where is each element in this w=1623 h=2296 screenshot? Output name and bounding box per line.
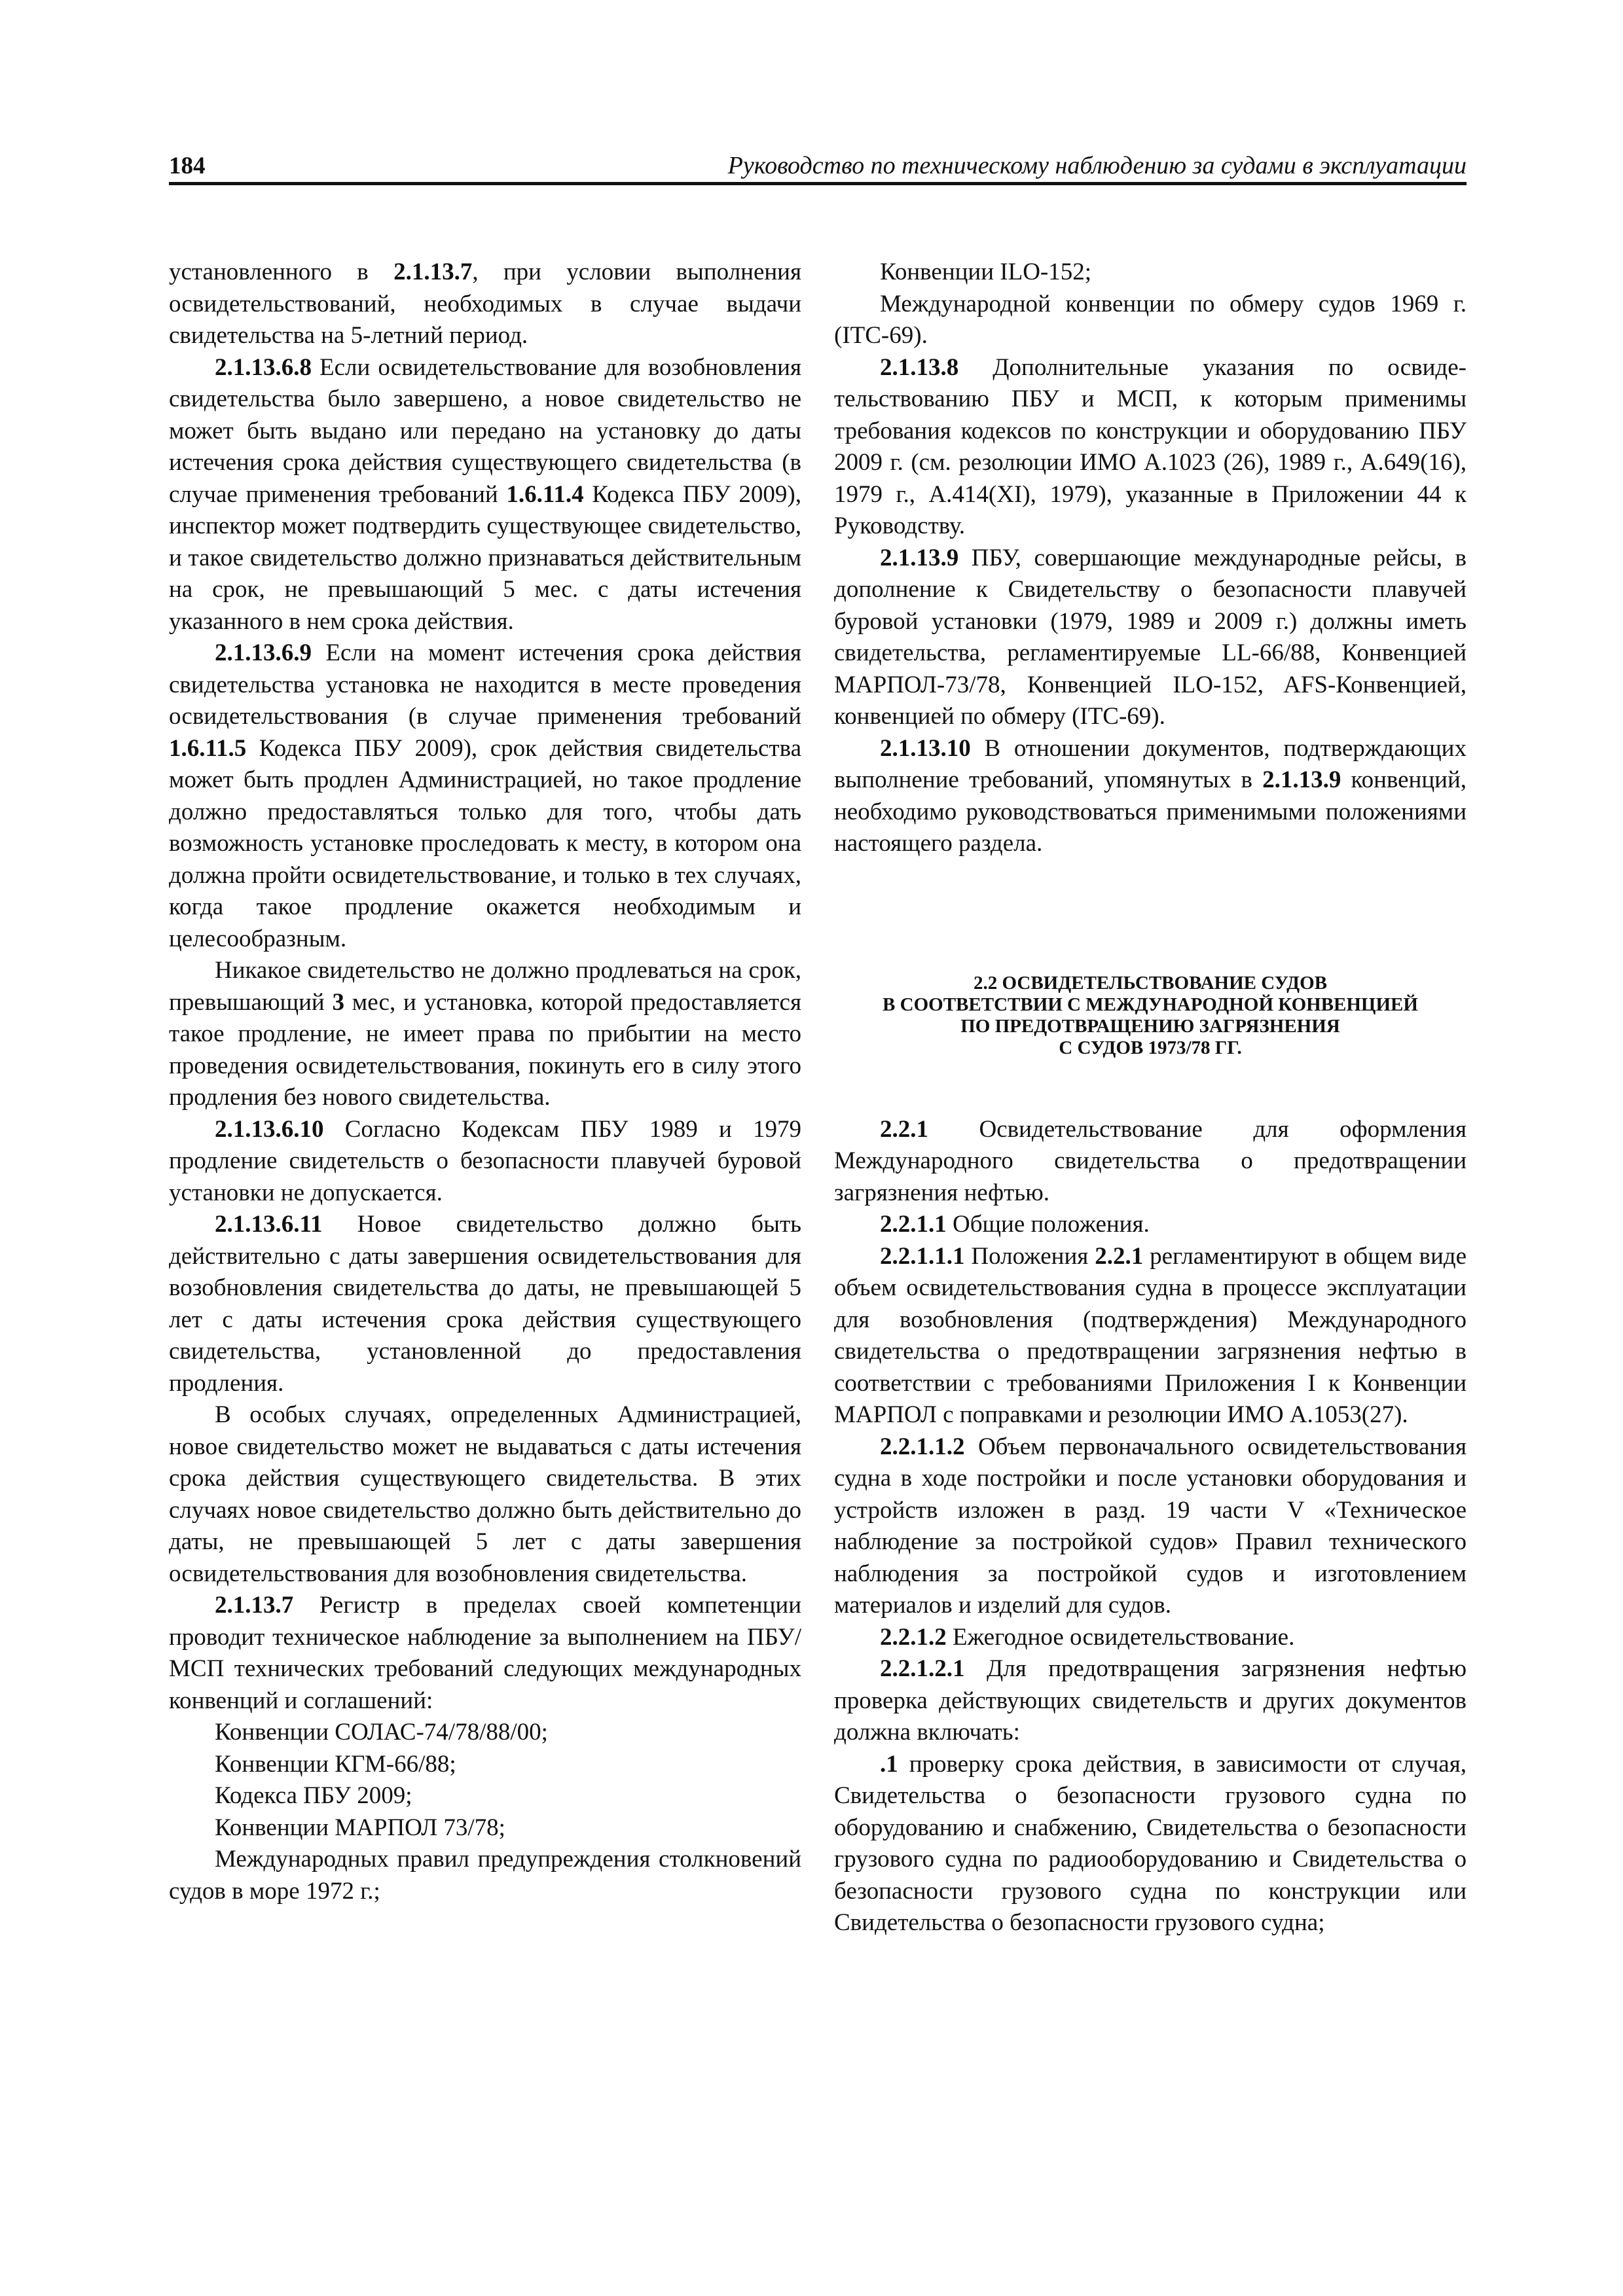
running-title: Руководство по техническому наблюдению за судами в эксплуатации — [727, 152, 1467, 179]
paragraph: 2.2.1 Освидетельствование для оформления Международного свидетельства о предотвращении загрязнения нефтью. — [834, 1115, 1467, 1206]
paragraph: 2.1.13.6.10 Согласно Кодексам ПБУ 1989 и 1979 продление свидетельств о безопасности плавучей буровой установки не допускается. — [169, 1115, 801, 1206]
paragraph: 2.2.1.1.1 Положения 2.2.1 регламентируют в общем виде объем освидетельствования судна в процессе эксплуатации для возобновления (подтверждения) Международного свидетельства о предотвращении загрязнения нефтью в соответствии с требованиями Приложения I к Конвенции МАРПОЛ с поправками и резолюции ИМО А.1053(27). — [834, 1242, 1467, 1428]
paragraph: 2.1.13.8 Дополнительные указания по освидетельствованию ПБУ и МСП, к которым применимы требования кодексов по конструкции и оборудованию ПБУ 2009 г. (см. резолюции ИМО А.1023 (26), 1989 г., А.649(16), 1979 г., А.414(XI), 1979), указанные в Приложении 44 к Руководству. — [834, 353, 1467, 539]
paragraph: 2.2.1.2 Ежегодное освидетельствование. — [880, 1623, 1295, 1651]
paragraph: 2.2.1.1 Общие положения. — [880, 1211, 1150, 1238]
paragraph: 2.1.13.10 В отношении документов, подтверждающих выполнение требований, упомянутых в 2.1.13.9 конвенций, необходимо руководствоваться применимыми положениями настоящего раздела. — [834, 734, 1467, 857]
paragraph: .1 проверку срока действия, в зависимости от случая, Свидетельства о безопасности грузового судна по оборудованию и снабжению, Свидетельства о безопасности грузового судна по радиооборудованию и Свидетельства о безопасности грузового судна по конструкции или Свидетельства о безопасности грузового судна; — [834, 1750, 1467, 1936]
paragraph: 2.1.13.9 ПБУ, совершающие международные рейсы, в дополнение к Свидетельству о безопасности плавучей буровой установки (1979, 1989 и 2009 г.) должны иметь свидетельства, регламентируемые LL-66/88, Конвенцией МАРПОЛ-73/78, Конвенцией ILO-152, AFS-Конвенцией, конвенцией по обмеру (ITC-69). — [834, 544, 1467, 730]
list-item: Международных правил предупреждения столкновений судов в море 1972 г.; — [169, 1846, 801, 1905]
paragraph: 2.1.13.7 Регистр в пределах своей компетенции проводит техническое наблюдение за выполнением на ПБУ/МСП технических требований следующих международных конвенций и соглашений: — [169, 1592, 801, 1714]
section-title: 2.2 ОСВИДЕТЕЛЬСТВОВАНИЕ СУДОВ В СООТВЕТСТВИИ С МЕЖДУНАРОДНОЙ КОНВЕНЦИЕЙ ПО ПРЕДОТВРАЩЕНИЮ ЗАГРЯЗНЕНИЯ С СУДОВ 1973/78 ГГ. — [883, 972, 1418, 1058]
list-item: Кодекса ПБУ 2009; — [215, 1782, 412, 1809]
paragraph: 2.2.1.1.2 Объем первоначального освидетельствования судна в ходе постройки и после установки оборудования и устройств изложен в разд. 19 части V «Техническое наблюдение за постройкой судов» Правил технического наблюдения за постройкой судов и изготовлением материалов и изделий для судов. — [834, 1433, 1467, 1619]
paragraph: 2.1.13.6.11 Новое свидетельство должно быть действительно с даты завершения освидетельствования для возобновления свидетельства до даты, не превышающей 5 лет с даты истечения срока действия существующего свидетельства, установленной до предоставления продления. — [169, 1211, 801, 1397]
left-column — [169, 257, 801, 1907]
page-header — [169, 143, 1467, 185]
list-item: Международной конвенции по обмеру судов 1969 г. (ITC-69). — [834, 290, 1467, 349]
list-item: Конвенции КГМ-66/88; — [215, 1750, 456, 1778]
paragraph: В особых случаях, определенных Администрацией, новое свидетельство может не выдаваться с даты истечения срока действия существующего свидетельства. В этих случаях новое свидетельство должно быть действительно до даты, не превышающей 5 лет с даты завершения освидетельствования для возобновления свидетельства. — [169, 1401, 801, 1587]
paragraph: установленного в 2.1.13.7, при условии выполнения освидетельствований, необходимых в случае выдачи свидетельства на 5-летний период. — [169, 259, 801, 349]
paragraph: Никакое свидетельство не должно продлеваться на срок, превышающий 3 мес, и установка, которой предоставляется такое продление, не имеет права по прибытии на место проведения освидетельствования, покинуть его в силу этого продления без нового свидетельства. — [169, 957, 802, 1111]
list-item: Конвенции ILO-152; — [880, 259, 1092, 285]
page-number: 184 — [169, 152, 206, 179]
paragraph: 2.1.13.6.8 Если освидетельствование для возобновления свидетельства было завершено, а новое свидетельство не может быть выдано или передано на установку до даты истечения срока действия существующего свидетельства (в случае применения требований 1.6.11.4 Кодекса ПБУ 2009), инспектор может подтвердить существующее свидетельство, и такое свидетельство должно признаваться действительным на срок, не превышающий 5 мес. с даты истечения указанного в нем срока действия. — [169, 353, 801, 635]
list-item: Конвенции МАРПОЛ 73/78; — [215, 1814, 505, 1841]
list-item: Конвенции СОЛАС-74/78/88/00; — [215, 1719, 548, 1746]
paragraph: 2.1.13.6.9 Если на момент истечения срока действия свидетельства установка не находится в месте проведения освидетельствования (в случае применения требований 1.6.11.5 Кодекса ПБУ 2009), срок действия свидетельства может быть продлен Администрацией, но такое продление должно предоставляться только для того, чтобы дать возможность установке проследовать к месту, в котором она должна пройти освидетельствование, и только в тех случаях, когда такое продление окажется необходимым и целесообразным. — [169, 639, 801, 952]
paragraph: 2.2.1.2.1 Для предотвращения загрязнения нефтью проверка действующих свидетельств и других документов должна включать: — [834, 1655, 1467, 1746]
right-column — [834, 257, 1467, 1939]
